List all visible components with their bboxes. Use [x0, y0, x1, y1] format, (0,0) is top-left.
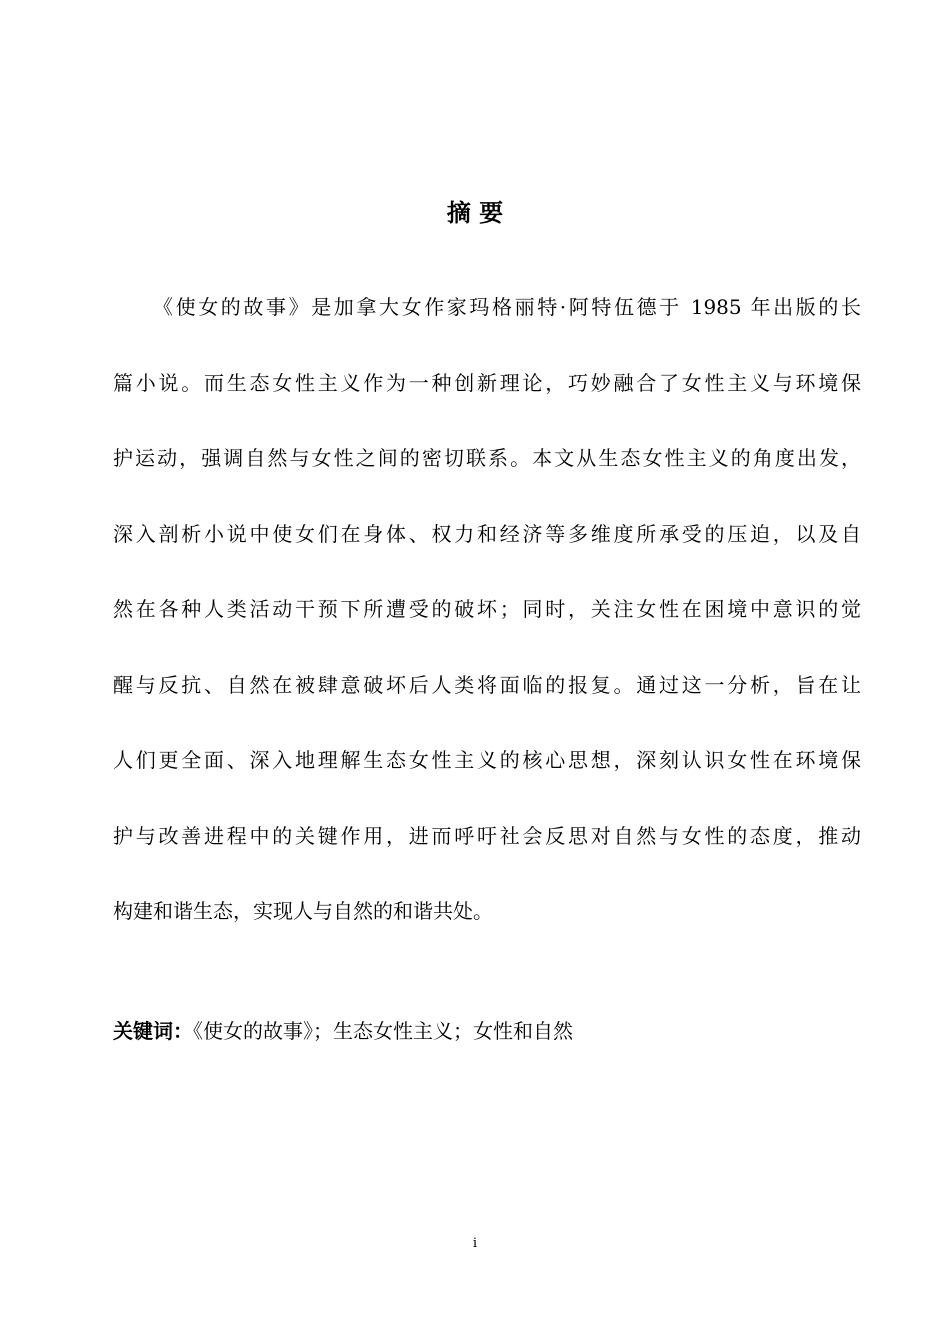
abstract-line: 构建和谐生态，实现人与自然的和谐共处。	[113, 899, 493, 923]
abstract-line: 护运动，强调自然与女性之间的密切联系。本文从生态女性主义的角度出发，	[113, 446, 861, 470]
abstract-line: 深入剖析小说中使女们在身体、权力和经济等多维度所承受的压迫，以及自	[113, 521, 861, 546]
keywords-text: 《使女的故事》；生态女性主义；女性和自然	[193, 1019, 573, 1043]
abstract-line: 护与改善进程中的关键作用，进而呼吁社会反思对自然与女性的态度，推动	[113, 823, 861, 848]
abstract-line: 然在各种人类活动干预下所遭受的破坏；同时，关注女性在困境中意识的觉	[113, 597, 861, 621]
keywords-label: 关键词：	[113, 1019, 193, 1043]
page-number: i	[472, 1236, 478, 1251]
abstract-line: 《使女的故事》是加拿大女作家玛格丽特·阿特伍德于 1985 年出版的长	[153, 295, 861, 319]
abstract-line: 篇小说。而生态女性主义作为一种创新理论，巧妙融合了女性主义与环境保	[113, 370, 861, 395]
abstract-title: 摘 要	[446, 199, 504, 227]
abstract-line: 醒与反抗、自然在被肆意破坏后人类将面临的报复。通过这一分析，旨在让	[113, 672, 861, 697]
keywords-row	[113, 1015, 861, 1047]
abstract-line: 人们更全面、深入地理解生态女性主义的核心思想，深刻认识女性在环境保	[113, 748, 861, 772]
abstract-body	[113, 288, 861, 968]
